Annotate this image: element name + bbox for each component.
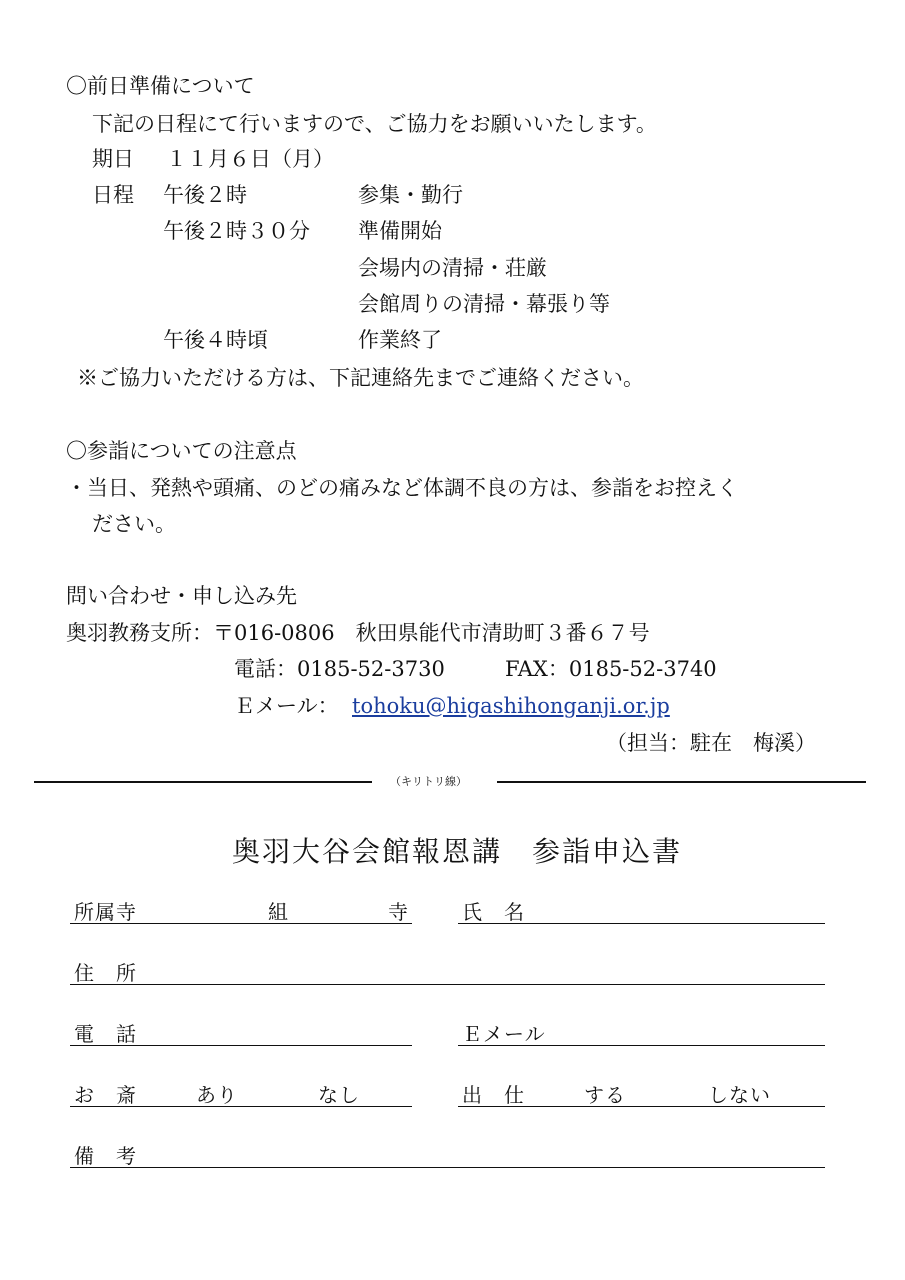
cut-line-label: （キリトリ線） <box>390 775 467 788</box>
date-value: １１月６日（月） <box>166 147 334 171</box>
meal-field <box>70 1106 412 1107</box>
date-label: 期日 <box>92 147 134 171</box>
schedule-task: 準備開始 <box>358 219 442 243</box>
tera-label: 寺 <box>388 900 409 924</box>
address-label: 住 所 <box>74 961 137 985</box>
preparation-heading: 〇前日準備について <box>66 74 255 98</box>
meal-yes-option[interactable]: あり <box>196 1083 238 1107</box>
contact-email-link[interactable]: tohoku@higashihonganji.or.jp <box>352 694 670 718</box>
schedule-task: 会場内の清掃・荘厳 <box>358 256 547 280</box>
name-label: 氏 名 <box>462 900 525 924</box>
schedule-task: 会館周りの清掃・幕張り等 <box>358 292 610 316</box>
phone-field[interactable] <box>70 1045 412 1046</box>
email-label: Ｅメール <box>462 1022 546 1046</box>
schedule-label: 日程 <box>92 183 134 207</box>
schedule-time: 午後２時 <box>163 183 247 207</box>
meal-label: お 斎 <box>74 1083 137 1107</box>
form-title: 奥羽大谷会館報恩講 参詣申込書 <box>232 835 683 868</box>
contact-phone: 電話：0185-52-3730 <box>234 657 445 681</box>
cautions-heading: 〇参詣についての注意点 <box>66 439 297 463</box>
attend-label: 出 仕 <box>462 1083 525 1107</box>
contact-fax: FAX：0185-52-3740 <box>505 657 717 681</box>
schedule-time: 午後４時頃 <box>163 328 268 352</box>
cut-line-right <box>497 781 866 783</box>
preparation-intro: 下記の日程にて行いますので、ご協力をお願いいたします。 <box>92 112 657 136</box>
address-field[interactable] <box>70 984 825 985</box>
schedule-task: 参集・勤行 <box>358 183 463 207</box>
email-field[interactable] <box>458 1045 825 1046</box>
meal-no-option[interactable]: なし <box>318 1083 360 1107</box>
temple-field[interactable] <box>70 923 412 924</box>
schedule-task: 作業終了 <box>358 328 442 352</box>
remarks-label: 備 考 <box>74 1144 137 1168</box>
preparation-note: ※ご協力いただける方は、下記連絡先までご連絡ください。 <box>77 366 644 390</box>
cautions-item: ・当日、発熱や頭痛、のどの痛みなど体調不良の方は、参詣をお控えく <box>66 476 738 500</box>
phone-label: 電 話 <box>74 1022 137 1046</box>
contact-office: 奥羽教務支所：〒016-0806 秋田県能代市清助町３番６７号 <box>66 621 650 645</box>
attend-no-option[interactable]: しない <box>708 1083 771 1107</box>
cut-line-left <box>34 781 372 783</box>
name-field[interactable] <box>458 923 825 924</box>
cautions-item-cont: ださい。 <box>92 512 176 536</box>
contact-staff: （担当：駐在 梅溪） <box>606 731 816 755</box>
temple-label: 所属寺 <box>74 900 137 924</box>
contact-heading: 問い合わせ・申し込み先 <box>66 584 297 608</box>
remarks-field[interactable] <box>70 1167 825 1168</box>
attend-yes-option[interactable]: する <box>584 1083 626 1107</box>
schedule-time: 午後２時３０分 <box>163 219 310 243</box>
attend-field <box>458 1106 825 1107</box>
kumi-label: 組 <box>268 900 289 924</box>
contact-email-label: Ｅメール： <box>234 694 339 718</box>
